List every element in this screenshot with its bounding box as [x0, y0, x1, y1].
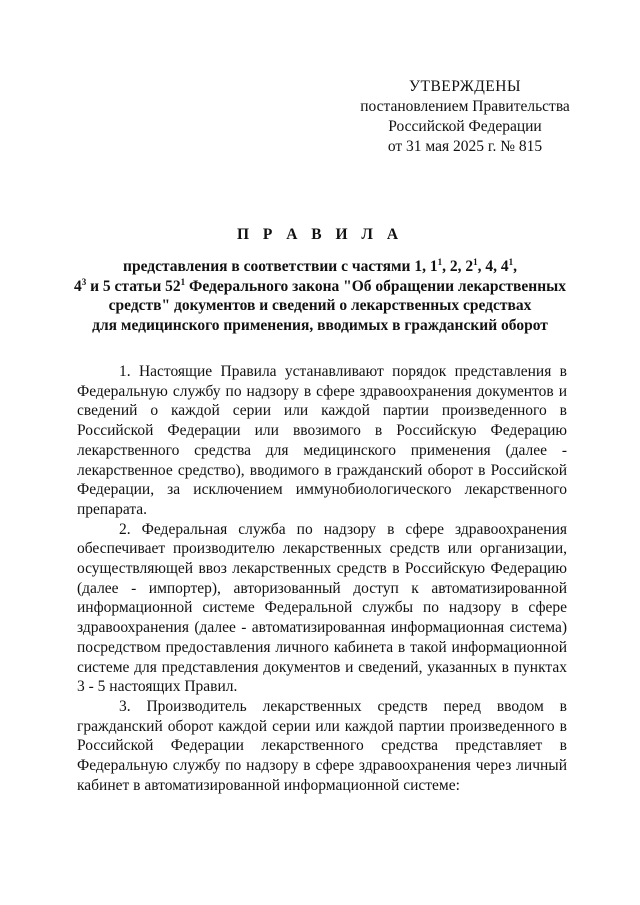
- approval-heading: УТВЕРЖДЕНЫ: [409, 78, 521, 95]
- approval-line-2: Российской Федерации: [388, 118, 542, 135]
- subtitle-line-4: для медицинского применения, вводимых в гражданский оборот: [92, 316, 548, 334]
- subtitle-line-3: средств" документов и сведений о лекарственных средствах: [108, 297, 532, 314]
- superscript: 1: [180, 276, 186, 287]
- paragraph-3: 3. Производитель лекарственных средств перед вводом в гражданский оборот каждой серии или каждой партии произведенного в Российской Федерации лекарственного средства представляет в Федеральную службу по надзору в сфере здравоохранения через личный кабинет в автоматизированной информационной системе:: [77, 697, 567, 794]
- subtitle-text: 4: [73, 277, 82, 295]
- document-body: [77, 362, 567, 795]
- subtitle-text: , 2, 2: [442, 258, 474, 275]
- subtitle-text: и 5 статьи 52: [86, 277, 181, 295]
- subtitle-text: ,: [513, 258, 517, 275]
- paragraph-1: 1. Настоящие Правила устанавливают порядок представления в Федеральную службу по надзору в сфере здравоохранения документов и сведений о каждой серии или каждой партии произведенного в Российской Федерации или ввозимого в Российскую Федерацию лекарственного средства для медицинского применения (далее - лекарственное средство), вводимого в гражданский оборот в Российской Федерации, за исключением иммунобиологического лекарственного препарата.: [77, 363, 567, 518]
- approval-block: [340, 77, 590, 157]
- subtitle-text: , 4, 4: [477, 258, 509, 275]
- subtitle-line-1: [60, 257, 580, 277]
- paragraph-2: 2. Федеральная служба по надзору в сфере здравоохранения обеспечивает производителю лекарственных средств или организации, осуществляющей ввоз лекарственных средств в Российскую Федерацию (далее - импортер), авторизованный доступ к автоматизированной информационной системе Федеральной службы по надзору в сфере здравоохранения (далее - автоматизированная информационная система) посредством предоставления личного кабинета в такой информационной системе для представления документов и сведений, указанных в пунктах 3 - 5 настоящих Правил.: [77, 520, 567, 696]
- subtitle-text: Федерального закона "Об обращении лекарственных: [185, 277, 567, 295]
- superscript: 3: [81, 276, 87, 287]
- subtitle-text: представления в соответствии с частями 1, 1: [123, 258, 438, 275]
- title-main: П Р А В И Л А: [236, 226, 404, 243]
- superscript: 1: [473, 256, 478, 267]
- document-title: [60, 225, 580, 335]
- approval-date-line: от 31 мая 2025 г. № 815: [387, 138, 543, 155]
- approval-line-1: постановлением Правительства: [360, 98, 570, 115]
- title-subtitle: [60, 257, 580, 335]
- superscript: 1: [508, 256, 514, 267]
- subtitle-line-2: [60, 277, 580, 297]
- superscript: 1: [437, 256, 443, 267]
